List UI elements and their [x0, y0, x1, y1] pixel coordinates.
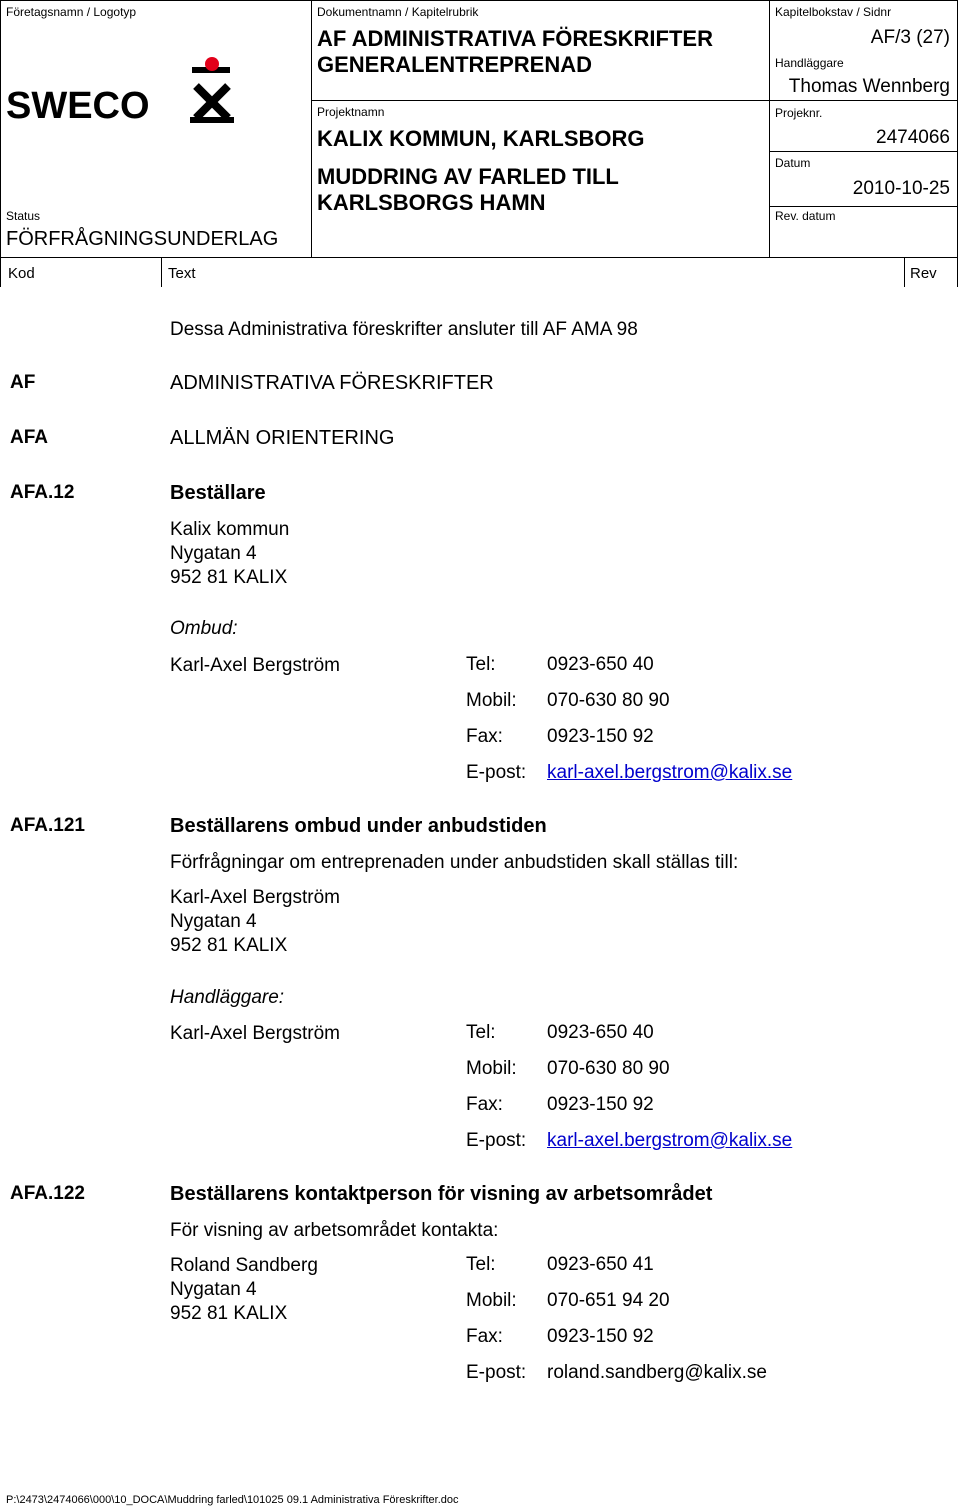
af-code: AF	[10, 372, 36, 393]
afa-code: AFA	[10, 427, 48, 448]
afa-title: ALLMÄN ORIENTERING	[170, 427, 395, 449]
afa12-code: AFA.12	[10, 482, 75, 503]
afa121-addr1: Karl-Axel Bergström	[170, 887, 340, 908]
afa12-email-label: E-post:	[466, 762, 527, 783]
afa121-name: Karl-Axel Bergström	[170, 1023, 340, 1044]
afa121-text: Förfrågningar om entreprenaden under anbudstiden skall ställas till:	[170, 852, 739, 873]
af-title: ADMINISTRATIVA FÖRESKRIFTER	[170, 372, 494, 394]
col-kod: Kod	[8, 265, 35, 282]
intro-text: Dessa Administrativa föreskrifter ansluter till AF AMA 98	[170, 319, 638, 340]
afa122-addr1: Roland Sandberg	[170, 1255, 318, 1276]
afa122-fax-label: Fax:	[466, 1326, 503, 1347]
column-divider-1	[161, 257, 162, 287]
col-text: Text	[168, 265, 196, 282]
afa121-email-label: E-post:	[466, 1130, 527, 1151]
afa122-mobil-label: Mobil:	[466, 1290, 517, 1311]
afa12-addr1: Kalix kommun	[170, 519, 290, 540]
afa121-addr3: 952 81 KALIX	[170, 935, 288, 956]
afa12-fax: 0923-150 92	[547, 726, 654, 747]
company-label: Företagsnamn / Logotyp	[6, 5, 137, 19]
afa121-title: Beställarens ombud under anbudstiden	[170, 815, 547, 837]
col-rev: Rev	[910, 265, 937, 282]
handler-value: Thomas Wennberg	[788, 76, 950, 97]
status-label: Status	[6, 209, 41, 223]
afa12-mobil: 070-630 80 90	[547, 690, 670, 711]
afa121-mobil: 070-630 80 90	[547, 1058, 670, 1079]
project-line1: KALIX KOMMUN, KARLSBORG	[317, 126, 645, 151]
afa122-addr2: Nygatan 4	[170, 1279, 257, 1300]
afa121-tel-label: Tel:	[466, 1022, 496, 1043]
column-divider-2	[904, 257, 905, 287]
date-label: Datum	[775, 156, 811, 170]
projnr-label: Projeknr.	[775, 106, 823, 120]
afa12-ombud-label: Ombud:	[170, 618, 238, 639]
revdate-label: Rev. datum	[775, 209, 836, 223]
chapter-label: Kapitelbokstav / Sidnr	[775, 5, 892, 19]
doc-title-line1: AF ADMINISTRATIVA FÖRESKRIFTER	[317, 26, 713, 51]
footer-file-path: P:\2473\2474066\000\10_DOCA\Muddring farled\101025 09.1 Administrativa Föreskrifter.doc	[6, 1494, 459, 1506]
afa122-mobil: 070-651 94 20	[547, 1290, 670, 1311]
afa121-fax-label: Fax:	[466, 1094, 503, 1115]
sweco-logo	[6, 56, 236, 126]
handler-label: Handläggare	[775, 56, 844, 70]
afa121-mobil-label: Mobil:	[466, 1058, 517, 1079]
afa121-code: AFA.121	[10, 815, 85, 836]
afa122-addr3: 952 81 KALIX	[170, 1303, 288, 1324]
afa122-text: För visning av arbetsområdet kontakta:	[170, 1220, 499, 1241]
project-line3: KARLSBORGS HAMN	[317, 190, 546, 215]
afa12-mobil-label: Mobil:	[466, 690, 517, 711]
afa121-addr2: Nygatan 4	[170, 911, 257, 932]
afa121-email-link[interactable]: karl-axel.bergstrom@kalix.se	[547, 1130, 793, 1151]
afa12-addr2: Nygatan 4	[170, 543, 257, 564]
project-label: Projektnamn	[317, 105, 385, 119]
afa121-handler-label: Handläggare:	[170, 987, 285, 1008]
afa12-title: Beställare	[170, 482, 266, 504]
svg-text:SWECO: SWECO	[6, 85, 150, 126]
doc-title-line2: GENERALENTREPRENAD	[317, 52, 593, 77]
afa122-title: Beställarens kontaktperson för visning av arbetsområdet	[170, 1183, 713, 1205]
afa12-tel: 0923-650 40	[547, 654, 654, 675]
afa12-email-link[interactable]: karl-axel.bergstrom@kalix.se	[547, 762, 793, 783]
afa121-tel: 0923-650 40	[547, 1022, 654, 1043]
date-value: 2010-10-25	[852, 178, 950, 199]
afa122-email: roland.sandberg@kalix.se	[547, 1362, 767, 1383]
afa121-fax: 0923-150 92	[547, 1094, 654, 1115]
chapter-value: AF/3 (27)	[870, 27, 950, 48]
afa12-name: Karl-Axel Bergström	[170, 655, 340, 676]
afa12-fax-label: Fax:	[466, 726, 503, 747]
afa122-tel: 0923-650 41	[547, 1254, 654, 1275]
header-company-cell	[0, 0, 312, 258]
sweco-logo-mark	[6, 56, 236, 126]
afa12-addr3: 952 81 KALIX	[170, 567, 288, 588]
afa122-email-label: E-post:	[466, 1362, 527, 1383]
status-value: FÖRFRÅGNINGSUNDERLAG	[6, 228, 279, 250]
afa122-fax: 0923-150 92	[547, 1326, 654, 1347]
projnr-value: 2474066	[876, 127, 950, 148]
afa122-code: AFA.122	[10, 1183, 85, 1204]
afa122-tel-label: Tel:	[466, 1254, 496, 1275]
project-line2: MUDDRING AV FARLED TILL	[317, 164, 619, 189]
afa12-tel-label: Tel:	[466, 654, 496, 675]
column-header-row	[0, 257, 958, 287]
doc-label: Dokumentnamn / Kapitelrubrik	[317, 5, 479, 19]
